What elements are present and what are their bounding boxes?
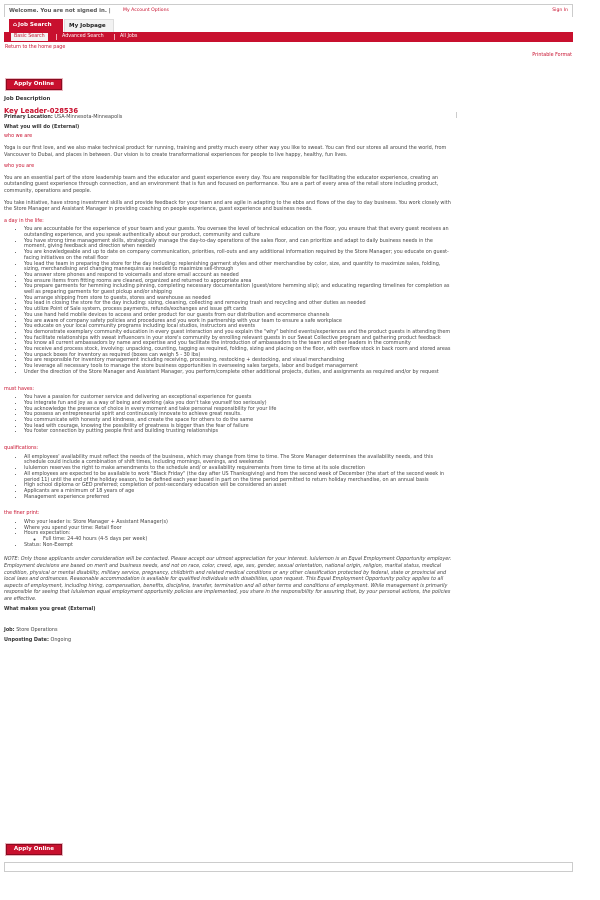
tab-job-search[interactable] [9, 19, 63, 32]
list-item: • Who your leader is: Store Manager + Assistant Manager(s) [24, 520, 454, 526]
list-item: • You use hand held mobile devices to access and order product for our guests from our distribution and ecommerce channels [24, 313, 454, 319]
eeo-note: NOTE: Only those applicants under consideration will be contacted. Please accept our utmost appreciation for your interest. lululemon is an Equal Employment Opportunity employer. Employment decisions are based on merit and business needs, and not on race, color, creed, age, sex, gender, sexual orientation, national origin, religion, marital status, medical condition, physical or mental disability, military service, pregnancy, childbirth and related medical conditions or any other classification protected by federal, state or provincial and local laws and ordinances. Reasonable accommodation is available for qualified individuals with disabilities, upon request. This Equal Employment Opportunity policy applies to all aspects of employment, including hiring, compensation, benefits, discipline, transfer, termination and all other terms and conditions of employment. While management is primarily responsible for seeing that lululemon equal employment opportunity policies are implemented, you share in the responsibility for assuring that, by your personal actions, the policies are effective. [4, 556, 452, 602]
list-item: • You unpack boxes for inventory as required (boxes can weigh 5 - 30 lbs) [24, 353, 454, 359]
list-item: • You receive and process stock, involving: unpacking, counting, tagging as required, folding, sizing and placing on the floor, with overflow stock in back room and stored areas [24, 347, 454, 353]
list-item: • You are responsible for inventory management including receiving, processing, restocking + destocking, and visual merchandising [24, 358, 454, 364]
job-description-heading: Job Description [4, 96, 51, 102]
list-item: • You prepare garments for hemming including pinning, completing necessary documentation (guest/store hemming slip); and educating regarding timelines for completion as well as preparing garments for guest pickup and/or shipping [24, 284, 454, 295]
list-item: • You facilitate relationships with sweat influencers in your store's community by enrolling relevant guests in our Sweat Collective program and gathering product feedback [24, 336, 454, 342]
list-item: • You possess an entrepreneurial spirit and continuously innovate to achieve great results. [24, 412, 454, 418]
list-item: • You integrate fun and joy as a way of being and working (aka you don't take yourself too seriously) [24, 401, 454, 407]
qualifications-list [4, 455, 454, 501]
list-item: • Under the direction of the Store Manager and Assistant Manager, you perform/complete other additional projects, duties, and assignments as required and/or by request [24, 370, 454, 376]
who-we-are-heading: who we are [4, 133, 33, 140]
list-item: • You communicate with honesty and kindness, and create the space for others to do the same [24, 418, 454, 424]
list-item: • You answer store phones and respond to voicemails and store email account as needed [24, 273, 454, 279]
list-item: • You leverage all necessary tools to manage the store business opportunities in overseeing sales targets, labor and budget management [24, 364, 454, 370]
job-label: Job: [4, 627, 15, 634]
who-we-are-text: Yoga is our first love, and we also make technical product for running, training and pretty much every other way you like to sweat. You can find our stores all around the world, from Vancouver to Dubai, and places in between. Our vision is to create transformational experiences for people to live happy, healthy, fun lives. [4, 144, 447, 158]
unposting-date [4, 637, 454, 644]
day-in-life-heading: a day in the life: [4, 217, 44, 224]
finer-print-list [4, 520, 454, 549]
list-item: • Status: Non-Exempt [24, 543, 454, 549]
unposting-value: Ongoing [50, 636, 72, 643]
list-item: • Management experience preferred [24, 495, 454, 501]
list-item: • lululemon reserves the right to make amendments to the schedule and/ or availability requirements from time to time at its sole discretion [24, 466, 454, 472]
list-item: • Applicants are a minimum of 18 years of age [24, 489, 454, 495]
tab-my-jobpage[interactable] [64, 19, 114, 32]
list-item: ◦ Full time: 24-40 hours (4-5 days per week) [43, 537, 454, 543]
list-item: • You demonstrate exemplary community education in every guest interaction and you explain the "why" behind events/experiences and the product guests in attending them [24, 330, 454, 336]
list-item: • You arrange shipping from store to guests, stores and warehouse as needed [24, 296, 454, 302]
list-item: • You utilize Point of Sale system, process payments, refunds/exchanges and issue gift cards [24, 307, 454, 313]
apply-online-button[interactable]: Apply Online [6, 79, 62, 90]
sub-navigation [4, 32, 573, 42]
who-you-are-text-1: You are an essential part of the store leadership team and the educator and guest experience every day. You are responsible for facilitating the educator experience, creating an outstanding guest experience through connection, and an environment that is fun and focused on performance. You are a part of every area of the retail store including product, community, operations and people. [4, 174, 439, 194]
makes-you-great-heading: What makes you great (External) [4, 605, 96, 612]
divider [56, 34, 57, 40]
must-haves-list [4, 395, 454, 435]
home-icon: ⌂ [13, 22, 18, 28]
list-item: • Where you spend your time: Retail floor [24, 526, 454, 532]
list-item [24, 531, 454, 542]
primary-location [4, 114, 454, 121]
must-haves-heading: must haves: [4, 385, 35, 392]
list-item: • You lead with courage, knowing the possibility of greatness is bigger than the fear of failure [24, 424, 454, 430]
sign-in-link[interactable]: Sign In [552, 8, 568, 13]
list-item-text: Hours expectation: [24, 530, 71, 537]
return-home-link[interactable]: Return to the home page [5, 45, 66, 50]
header-bar [4, 4, 573, 17]
unposting-label: Unposting Date: [4, 636, 49, 643]
list-item: • You have a passion for customer service and delivering an exceptional experience for guests [24, 395, 454, 401]
list-item: • You acknowledge the presence of choice in every moment and take personal responsibility for your life [24, 407, 454, 413]
who-you-are-text-2: You take initiative, have strong investment skills and provide feedback for your team and are agile in adapting to the ebbs and flows of the day to day business. You work closely with the Store Manager and Assistant Manager in providing coaching on people experience, guest experience and business needs. [4, 199, 451, 213]
divider [456, 112, 457, 118]
list-item: • You know all current ambassadors by name and expertise and you facilitate the introduction of ambassadors to the team and other leaders in the community [24, 341, 454, 347]
job-category [4, 627, 454, 634]
subnav-advanced-search[interactable]: Advanced Search [62, 34, 104, 39]
list-item: • You have strong time management skills, strategically manage the day-to-day operations of the sales floor, and can prioritize and adapt to daily business needs in the moment, giving feedback and direction when needed [24, 239, 454, 250]
external-heading: What you will do (External) [4, 123, 80, 130]
my-account-options-link[interactable]: My Account Options [123, 8, 169, 13]
tab-label: My Jobpage [69, 23, 106, 29]
list-item: • All employees are expected to be available to work "Black Friday" (the day after US Thanksgiving) and from the second week of December (the start of the second week in period 11) until the end of the holiday season, to be defined each year based in part on the time period permitted to return holiday merchandise, on an annual basis [24, 472, 454, 483]
primary-location-value: USA-Minnesota-Minneapolis [54, 114, 123, 121]
divider [114, 34, 115, 40]
list-item: • You lead in closing the store for the day including: sizing, cleaning, collecting and removing trash and recycling and other duties as needed [24, 301, 454, 307]
subnav-all-jobs[interactable]: All Jobs [120, 34, 138, 39]
list-item: • You are accountable for the experience of your team and your guests. You oversee the level of technical education on the floor, you ensure that that every guest receives an outstanding experience, and you speak authentically about our product, community and culture [24, 227, 454, 238]
welcome-text: Welcome. You are not signed in. | [9, 8, 111, 14]
finer-print-heading: the finer print: [4, 510, 40, 517]
tab-label: Job Search [18, 22, 52, 28]
list-item: • You are knowledgeable and up to date on company communication, priorities, roll-outs and any additional information required by the Store Manager; you educate on guest-facing initiatives on the retail floor [24, 250, 454, 261]
list-item: • You foster connection by putting people first and building trusting relationships [24, 429, 454, 435]
list-item: • All employees' availability must reflect the needs of the business, which may change from time to time. The Store Manager determines the availability needs, and this schedule could include a combination of shift times, including mornings, evenings, and weekends [24, 455, 454, 466]
who-you-are-heading: who you are [4, 163, 35, 170]
subnav-basic-search[interactable]: Basic Search [11, 33, 48, 41]
list-item: • You lead the team in preparing the store for the day including: replenishing garment styles and other merchandise by color, size, and quantity to maximize sales, folding, sizing, merchandising and changing mannequins as needed to maximize sell-through [24, 262, 454, 273]
list-item: • You are aware of company safety policies and procedures and you work in partnership with your team to ensure a safe workplace [24, 319, 454, 325]
qualifications-heading: qualifications: [4, 445, 39, 452]
job-title: Key Leader-028536 [4, 106, 79, 115]
list-item: • You ensure items from fitting rooms are cleaned, organized and returned to appropriate area [24, 279, 454, 285]
primary-location-label: Primary Location: [4, 114, 53, 121]
job-content [4, 96, 454, 643]
apply-online-button-bottom[interactable]: Apply Online [6, 844, 62, 855]
list-item: • High school diploma or GED preferred; completion of post-secondary education will be considered an asset [24, 483, 454, 489]
job-value: Store Operations [16, 627, 58, 634]
list-item: • You educate on your local community programs including local studios, instructors and events [24, 324, 454, 330]
printable-format-link[interactable]: Printable Format [532, 53, 572, 58]
footer-bar [4, 862, 573, 872]
main-tabs [4, 17, 573, 32]
day-in-life-list [4, 227, 454, 375]
